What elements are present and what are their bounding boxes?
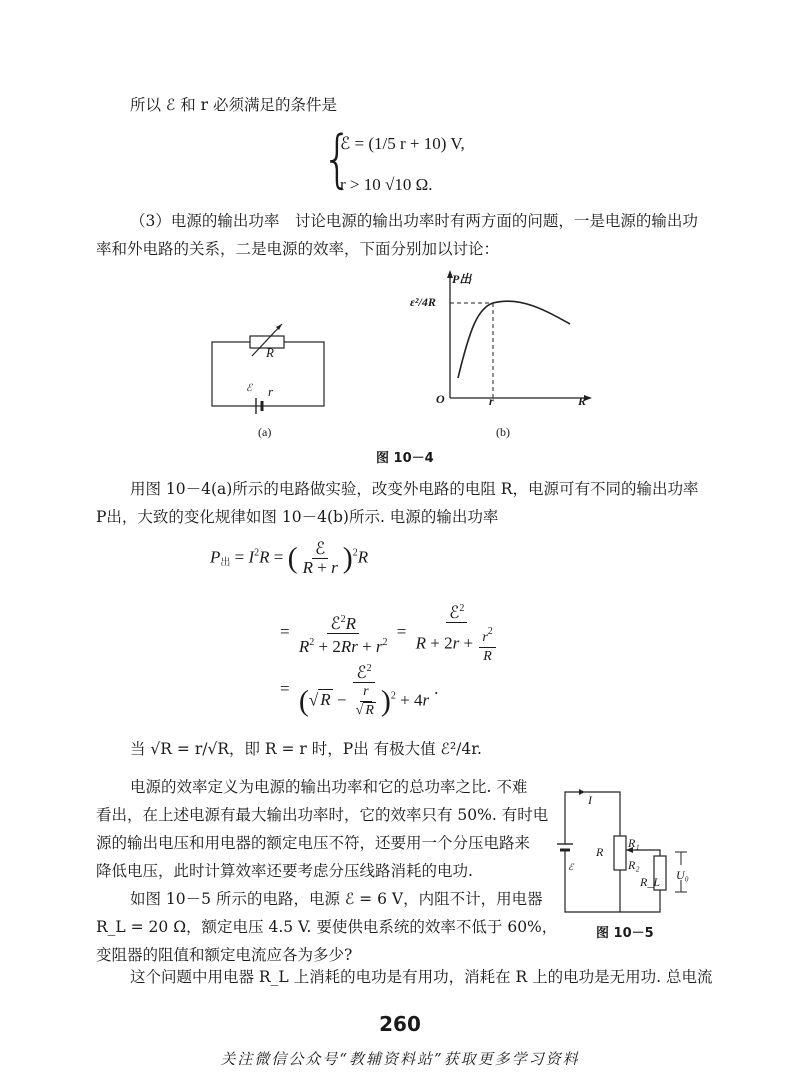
- experiment-line1: 用图 10－4(a)所示的电路做实验，改变外电路的电阻 R，电源可有不同的输出功率: [130, 480, 699, 498]
- efficiency-line1: 电源的效率定义为电源的输出功率和它的总功率之比. 不难: [130, 778, 528, 796]
- efficiency-line2: 看出，在上述电源有最大输出功率时，它的效率只有 50%. 有时电: [96, 806, 549, 824]
- condition-emf: ℰ = (1/5 r + 10) V,: [340, 134, 465, 153]
- fig5-R-label: R: [596, 845, 604, 859]
- brace: {: [322, 122, 353, 196]
- efficiency-line3: 源的输出电压和用电器的额定电压不符，还要用一个分压电路来: [96, 834, 531, 852]
- fig5-R2-label: R₂: [628, 858, 640, 872]
- top-wire: [565, 792, 620, 836]
- fig-b-x-label: R: [578, 394, 587, 408]
- maximum-condition: 当 √R = r/√R，即 R = r 时，P出 有极大值 ℰ²/4r.: [130, 740, 482, 758]
- fig5-RL-label: R_L: [640, 875, 661, 889]
- experiment-line2: P出，大致的变化规律如图 10－4(b)所示. 电源的输出功率: [96, 508, 499, 526]
- fig-b-y-label: P出: [452, 272, 472, 286]
- intro-text: 所以 ℰ 和 r 必须满足的条件是: [130, 96, 338, 114]
- rheostat-R: [614, 836, 626, 870]
- power-curve: [458, 301, 570, 378]
- fig-a-sublabel: (a): [258, 425, 272, 439]
- footer-notice: 关注微信公众号“教辅资料站”获取更多学习资料: [220, 1050, 580, 1068]
- fig-a-r-label: r: [268, 384, 274, 399]
- formula-line3: = ℰ$^2$ (√ R − $\frac{r}{√ R}$ )$^2$ + 4r .: [280, 660, 438, 720]
- fig-b-x-tick: r: [489, 394, 494, 408]
- fig-b-peak-label: ε²/4R: [410, 295, 436, 309]
- figure-10-5-caption: 图 10－5: [596, 926, 654, 941]
- condition-r: r > 10 √10 Ω.: [340, 175, 433, 194]
- fig-a-R-label: R: [266, 345, 274, 360]
- efficiency-line4: 降低电压，此时计算效率还要考虑分压线路消耗的电功.: [96, 862, 473, 880]
- fig5-R1-label: R₁: [628, 836, 640, 850]
- current-arrow-icon: [579, 789, 585, 795]
- problem-line1: 如图 10－5 所示的电路，电源 ℰ = 6 V，内阻不计，用电器: [130, 890, 543, 908]
- fig5-emf-label: ℰ: [568, 862, 574, 872]
- analysis-line: 这个问题中用电器 R_L 上消耗的电功是有用功，消耗在 R 上的电功是无用功. 总电流: [130, 968, 713, 986]
- fig-b-origin: O: [436, 392, 445, 406]
- fig-a-emf-label: ℰ: [246, 383, 253, 394]
- fig-b-sublabel: (b): [496, 425, 510, 439]
- fig5-I-label: I: [588, 793, 592, 807]
- load-bottom-wire: [620, 890, 660, 912]
- section-3-line2: 率和外电路的关系，二是电源的效率，下面分别加以讨论：: [96, 240, 500, 258]
- figure-10-4b-graph: [420, 268, 600, 418]
- formula-line1: $P_出 = I^2R$ = ( $\frac{\text{ℰ}}{R + r}$ )$^2$R: [210, 539, 369, 577]
- problem-line3: 变阻器的阻值和额定电流应各为多少?: [96, 946, 353, 964]
- section-3-line1: （3）电源的输出功率 讨论电源的输出功率时有两方面的问题，一是电源的输出功: [130, 212, 698, 230]
- formula-line2: = $\frac{ℰ^2R}{R^2 + 2Rr + r^2}$ = ℰ$^2$ R + 2r + $\frac{r^2}{R}$: [280, 600, 503, 666]
- problem-line2: R_L = 20 Ω，额定电压 4.5 V. 要使供电系统的效率不低于 60%，: [96, 918, 558, 936]
- fig5-U0-label: U₀: [676, 868, 689, 882]
- page-number: 260: [379, 1012, 421, 1036]
- figure-10-4-caption: 图 10－4: [376, 451, 434, 466]
